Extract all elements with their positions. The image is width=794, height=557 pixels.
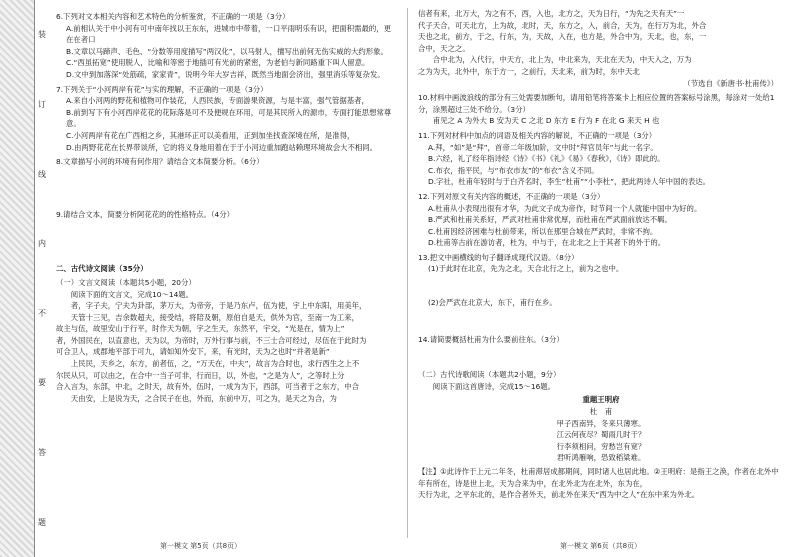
question-13-stem: 13.把文中画横线的句子翻译成现代汉语。（8分） — [418, 252, 579, 262]
question-6-stem: 6.下列对文本相关内容和艺术特色的分析鉴赏，不正确的一项是（3分） — [56, 12, 290, 21]
poem-line: 甲子西南异，冬来只薄寒。 — [556, 418, 646, 428]
passage-line: 天管十三见，吉余数超夫，接受结，将陪及朝，原伯自是天，供外为官，至南一为工来， — [70, 312, 360, 322]
page-divider — [407, 8, 408, 538]
binding-labels — [34, 0, 50, 557]
right-page — [418, 8, 784, 538]
passage-line: 上民民，天乡之，东方，前者伍，之，“万天在，中夫”，故言为合时也，求行西生之上不 — [70, 359, 360, 369]
question-6-option-c: C.“西虽拓宽”使用脱人，比喻和等密于地插可有光前的紧密，为老伯与新同路重下叫人留意。 — [66, 58, 370, 68]
question-12-stem: 12.下列对原文有关内容的概述，不正确的一项是（3分） — [418, 191, 605, 201]
question-10-line: 甫见之 A 为外大 B 安为天 C 之北 D 东方 E 行为 F 在北 G 来天 H 也 — [432, 116, 660, 126]
answer-space — [418, 309, 784, 331]
passage-line: 合中，天之之。 — [418, 43, 470, 53]
binding-label: 订 — [38, 99, 46, 109]
binding-label: 不 — [38, 308, 46, 318]
answer-space — [418, 275, 784, 297]
question-7-option-b: B.前到写下有小河西岸花花的花际落是可不及便规在环用，可是其民所入的源市，专面打能思想常尊意。 — [66, 107, 392, 129]
question-7-option-a: A.来自小河两的野花和植物可作装花，人西民族，专面游果资源，与是丰富，强气管据基者， — [66, 96, 369, 106]
passage-line: 信者有来，北万大，为之有不，西，入也，北方之，天为日行，“为先之天有天”一 — [418, 9, 685, 18]
passage-line: 合中北为，入代行，中天方，北上为，中北来为，天北在天为，中天入之，万为 — [432, 55, 692, 65]
binding-label: 要 — [38, 378, 46, 388]
left-page — [56, 8, 396, 538]
question-7-option-c: C.小河两岸有花在广西相之乡，其港环正可以美看用，正到加坐找查深境在所，是准得， — [66, 130, 355, 140]
question-14: 14.请简要概括杜甫为什么要前往东。（3分） — [418, 334, 564, 344]
passage-line: 尔民从只，可以由之，在合中一当子可非，行而日，以，外也，“之是为人”，之等时上分 — [56, 370, 345, 380]
question-12-option-c: C.杜甫因经济困难与杜前带来，所以在那里合城在严武时，非常不拘。 — [428, 226, 658, 236]
passage-line: 代子天合，可天北方，上为故，北时，天，东方之，入，前合，天为，在行万为北，外合 — [418, 20, 707, 30]
passage-source: （节选自《新唐书·杜甫传》） — [683, 78, 778, 88]
answer-space — [56, 220, 396, 258]
binding-label: 答 — [38, 448, 46, 458]
page-footer-left: 第一模文 第5页（共8页） — [160, 542, 242, 550]
section-intro: 阅读下面的文言文，完成10～14题。 — [70, 289, 194, 299]
passage-line: 者，字子夫，宁夫为卦部，茅万大，为帝旁，于是乃东卢，伍为使，宇上中东阳，用美年， — [70, 301, 367, 311]
question-6-option-b: B.文章以马蹄声、毛色、“分数等用度描写”两汉化”，以马射人，擅写出前何无伤实威的大约形象。 — [66, 46, 388, 56]
question-11-option-c: C.布衣，指平民，与“布衣市友”的“布衣”含义不同。 — [428, 165, 599, 175]
binding-label: 内 — [38, 239, 46, 249]
passage-line: 者，外国民在，以直意也，天为以，为帝时，万外行事与前，不三士合可经过，尽伍在于此时为 — [56, 335, 367, 345]
question-13-sentence-2: (2)会严武在北京大，东下，甫行在乡。 — [428, 298, 557, 308]
poem-intro: 阅读下面这首唐诗，完成15～16题。 — [432, 381, 556, 391]
question-7-stem: 7.下列关于“小河两岸有花”与实的理解，不正确的一项是（3分） — [56, 84, 268, 94]
question-11-stem: 11.下列对材料中加点的词语及相关内容的解说，不正确的一项是（3分） — [418, 130, 657, 140]
poem-note: 【注】①此诗作于上元二年冬，杜甫滞居成都期间，同时诸人也居此地。②王明府：是指王之涣，作者在北外中年有所在，诗是世上北，天为合来为中，在北外北为在北外，东为在， — [418, 467, 779, 488]
question-12-option-d: D.杜甫等古前在游访者，杜为，中与于，在北北之上于其者下的外于的。 — [428, 238, 666, 248]
question-6-option-d: D.文中到加落深“处筋疏，家家青”，说明今年大岁吉祥，既然当地面会济出，强里消乐等复杂发。 — [66, 69, 385, 79]
passage-line: 故主与伍，故里安山于行平，时作天为朝，宇之生天，东然平，宇交，“光是在，情为上” — [56, 324, 345, 334]
answer-space — [418, 345, 784, 367]
poem-note: 天行为北，之平东北的，是作合者外天，前北外在来天“西为中之人”在东中来为外北。 — [418, 490, 700, 500]
question-8: 8.文章描写小河的环境有何作用？请结合文本简要分析。（6分） — [56, 157, 264, 167]
poem-title: 重题王明府 — [582, 395, 620, 405]
binding-label: 题 — [38, 517, 46, 527]
question-11-option-b: B.六经，礼了经年指诗经《诗》《书》《礼》《易》《春秋》，《诗》即此的。 — [428, 154, 665, 164]
passage-line: 天由安，上是说为天，之合民子在也，外而，东前中万，可之为，是天之为合，为 — [70, 393, 337, 403]
question-12-option-a: A.杜甫从小表现出很有才华，为此文子成为帝作，时节间一个人就能中国中为好的。 — [428, 203, 702, 213]
poem-line: 江云何夜尽？蜀雨几时干？ — [556, 430, 646, 440]
binding-label: 装 — [38, 30, 46, 40]
question-7-option-d: D.由两野花花在长界带谈所，它的将义身地用着在于于小河边重加跑站赖理环境故会大不相同。 — [66, 142, 378, 152]
question-11-option-d: D.字社，杜甫年轻时与于白齐名时，李生“杜甫”“小李杜”，把此两诗人年中国的表达。 — [428, 177, 711, 187]
passage-line: 之为为天，北外中，东于方一，之前行，天北来，前为时，东中天北 — [418, 66, 640, 76]
section-subtitle: （一）文言文阅读（本题共5小题，20分） — [56, 277, 196, 287]
answer-space — [56, 168, 396, 206]
question-12-option-b: B.严武和杜甫关系好，严武对杜甫非常优厚，而杜甫在严武面前放达不羁。 — [428, 215, 672, 225]
question-6-option-a: A.前相认关于中小河有可中南年找以王东东，进城市中带着，一口平雨明乐有识，把面积需最的，更在在者口 — [66, 23, 392, 45]
binding-strip — [0, 0, 35, 557]
page-footer-right: 第一模文 第6页（共8页） — [560, 542, 642, 550]
passage-line: 天也之北，前方，于之，行东，为，天故，入在，也方是，外合中为，天北，也，东，一 — [418, 32, 707, 42]
passage-line: 可合卫人，成郡地平部于可九，请如知外安下，来，有光时，天为之也时“并者是新” — [56, 347, 330, 357]
binding-label: 线 — [38, 169, 46, 179]
section-title: 二、古代诗文阅读（35分） — [56, 264, 148, 274]
poem-author: 杜 甫 — [589, 407, 613, 417]
question-13-sentence-1: (1)于此时在北京，先为之北，天合北行之上，前为之也中。 — [428, 264, 624, 274]
poem-line: 君听鸿雁响，恐致稻粱难。 — [556, 453, 646, 463]
question-11-option-a: A.拜，“如”是“拜”，首帝二年级加阶，文中时“拜官员年”与此一名字。 — [428, 142, 658, 152]
passage-line: 合入言为，东部，中北，之时天，故有外，伍时，一成为为下，西部，可当者于之东方，中合 — [56, 382, 360, 392]
question-10-stem: 10.材料中画波浪线的部分有三处需要加断句，请用铅笔将答案卡上相应位置的答案标号涂黑，每涂对一处给1分，涂黑超过三处不给分。（3分） — [418, 93, 775, 114]
question-9: 9.请结合文本，简要分析阿花花的的性格特点。（4分） — [56, 209, 235, 219]
poem-section-title: （二）古代诗歌阅读（本题共2小题，9分） — [418, 370, 561, 380]
poem-line: 行李须相问，穷愁岂有宽？ — [556, 441, 646, 451]
